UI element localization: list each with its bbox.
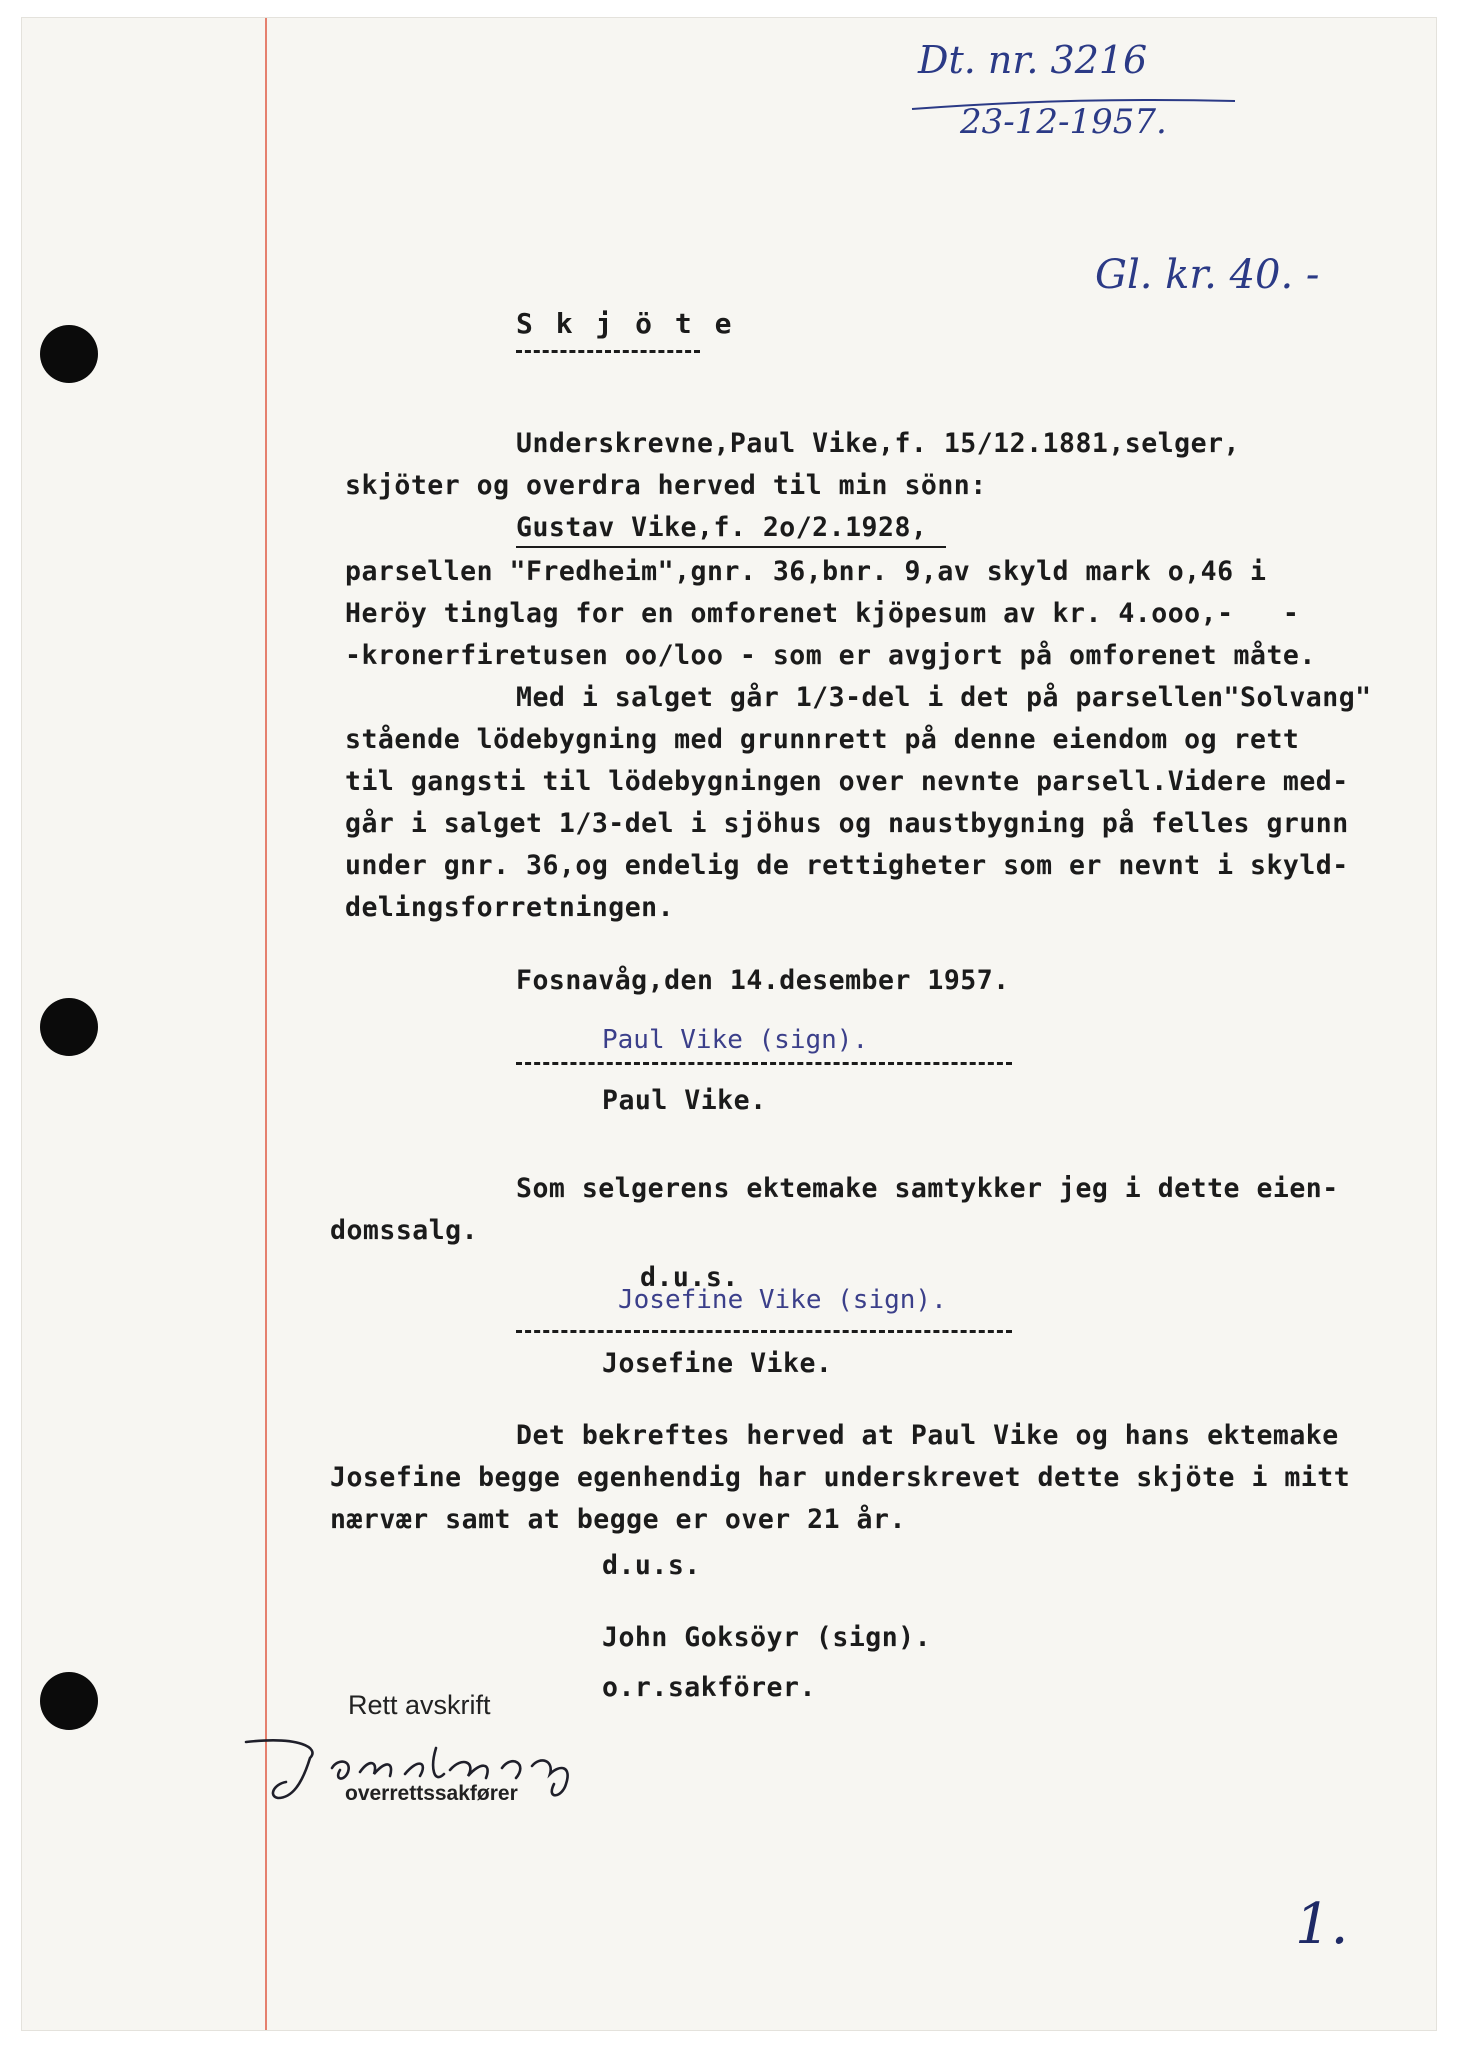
- spouse-name: Josefine Vike.: [602, 1348, 833, 1379]
- buyer-name: Gustav Vike,f. 2o/2.1928,: [516, 512, 928, 543]
- spouse-signature: Josefine Vike (sign).: [618, 1285, 947, 1315]
- dus-mark: d.u.s.: [640, 1262, 739, 1293]
- body-line: går i salget 1/3-del i sjöhus og naustbygning på felles grunn: [345, 808, 1349, 839]
- dus-mark: d.u.s.: [602, 1550, 701, 1581]
- date-annotation: 23-12-1957.: [960, 102, 1167, 142]
- attestation-line: nærvær samt at begge er over 21 år.: [330, 1504, 906, 1535]
- body-line: under gnr. 36,og endelig de rettigheter som er nevnt i skyld-: [345, 850, 1349, 881]
- signature-line: [516, 1330, 1012, 1333]
- title-underline: [516, 350, 700, 353]
- body-line: Med i salget går 1/3-del i det på parsellen"Solvang": [516, 682, 1372, 713]
- lawyer-signature: John Goksöyr (sign).: [602, 1622, 932, 1653]
- attestation-line: Det bekreftes herved at Paul Vike og hans ektemake: [516, 1420, 1339, 1451]
- punch-hole: [40, 1672, 98, 1730]
- punch-hole: [40, 998, 98, 1056]
- seller-name: Paul Vike.: [602, 1085, 767, 1116]
- punch-hole: [40, 325, 98, 383]
- certification-heading: Rett avskrift: [348, 1690, 491, 1720]
- body-line: delingsforretningen.: [345, 892, 675, 923]
- signature-line: [516, 1062, 1012, 1065]
- corner-mark: 1.: [1295, 1892, 1349, 1957]
- body-line: -kronerfiretusen oo/loo - som er avgjort på omforenet måte.: [345, 640, 1316, 671]
- body-line: parsellen "Fredheim",gnr. 36,bnr. 9,av skyld mark o,46 i: [345, 556, 1267, 587]
- body-line: Heröy tinglag for en omforenet kjöpesum av kr. 4.ooo,- -: [345, 598, 1300, 629]
- certification-title: overrettssakfører: [345, 1782, 518, 1805]
- attestation-line: Josefine begge egenhendig har underskrevet dette skjöte i mitt: [330, 1462, 1351, 1493]
- body-line: til gangsti til lödebygningen over nevnte parsell.Videre med-: [345, 766, 1349, 797]
- buyer-underline: [516, 546, 946, 548]
- consent-line: Som selgerens ektemake samtykker jeg i dette eien-: [516, 1173, 1339, 1204]
- seller-signature: Paul Vike (sign).: [602, 1025, 869, 1055]
- lawyer-title: o.r.sakförer.: [602, 1672, 816, 1703]
- doc-number-annotation: Dt. nr. 3216: [918, 38, 1148, 82]
- consent-line: domssalg.: [330, 1215, 479, 1246]
- intro-line: skjöter og overdra herved til min sönn:: [345, 470, 987, 501]
- fee-annotation: Gl. kr. 40. -: [1095, 252, 1320, 298]
- body-line: stående lödebygning med grunnrett på denne eiendom og rett: [345, 724, 1300, 755]
- place-date: Fosnavåg,den 14.desember 1957.: [516, 965, 1010, 996]
- document-title: S k j ö t e: [516, 307, 735, 340]
- intro-line: Underskrevne,Paul Vike,f. 15/12.1881,selger,: [516, 428, 1240, 459]
